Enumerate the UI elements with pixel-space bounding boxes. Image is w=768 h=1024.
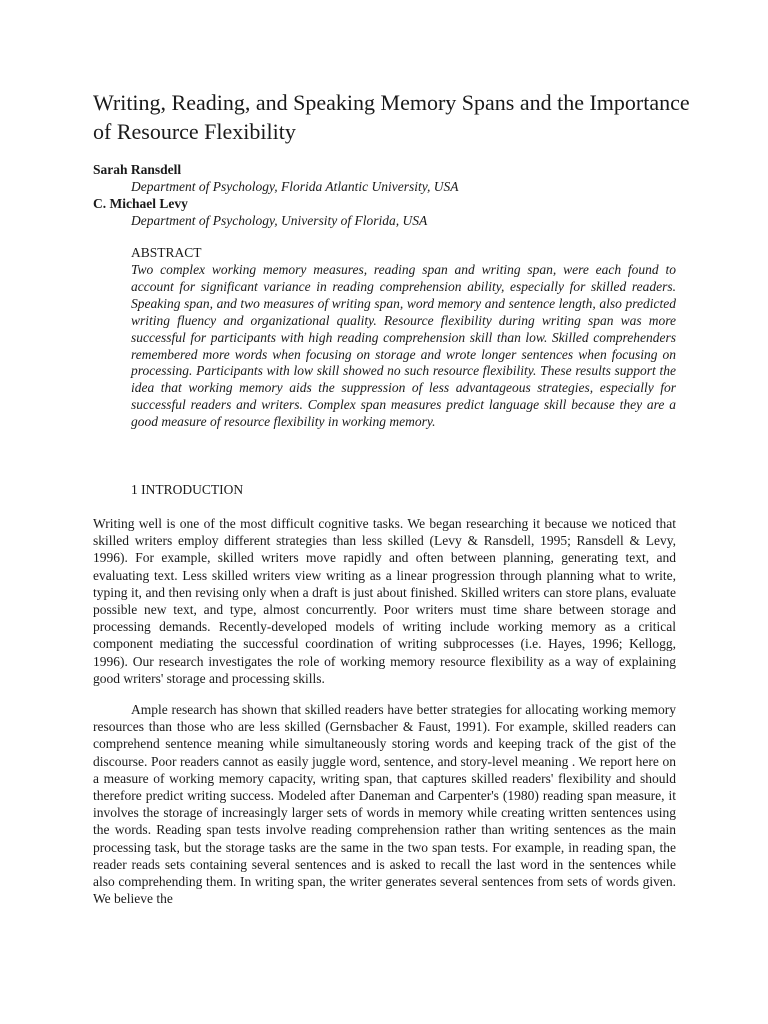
author-name: C. Michael Levy [93, 196, 188, 211]
author-affiliation: Department of Psychology, University of Florida, USA [131, 213, 428, 228]
author-affiliation: Department of Psychology, Florida Atlantic University, USA [131, 179, 459, 194]
section-heading: 1 INTRODUCTION [131, 482, 244, 497]
body-paragraph: Writing well is one of the most difficult cognitive tasks. We began researching it because we noticed that skilled writers employ different strategies than less skilled (Levy & Ransdell, 1995; Ransdell & Levy, 1996). For example, skilled writers move rapidly and often between planning, generating text, and evaluating text. Less skilled writers view writing as a linear progression through planning what to write, typing it, and then revising only when a draft is just about finished. Skilled writers can store plans, evaluate possible new text, and type, almost concurrently. Poor writers must time share between storage and processing demands. Recently-developed models of writing include working memory as a critical component mediating the successful coordination of writing subprocesses (i.e. Hayes, 1996; Kellogg, 1996). Our research investigates the role of working memory resource flexibility as a way of explaining good writers' storage and processing skills. [93, 516, 676, 686]
paper-title: Writing, Reading, and Speaking Memory Spans and the Importance of Resource Flexibility [93, 90, 690, 144]
body-paragraph: Ample research has shown that skilled readers have better strategies for allocating working memory resources than those who are less skilled (Gernsbacher & Faust, 1991). For example, skilled readers can comprehend sentence meaning while simultaneously storing words and keeping track of the gist of the discourse. Poor readers cannot as easily juggle word, sentence, and story-level meaning . We report here on a measure of working memory capacity, writing span, that captures skilled readers' flexibility and should therefore predict writing success. Modeled after Daneman and Carpenter's (1980) reading span measure, it involves the storage of increasingly larger sets of words in memory while creating written sentences using the words. Reading span tests involve reading comprehension rather than writing sentences as the main processing task, but the storage tasks are the same in the two span tests. For example, in reading span, the reader reads sets containing several sentences and is asked to recall the last word in the sentences while also comprehending them. In writing span, the writer generates several sentences from sets of words given. We believe the [93, 702, 676, 907]
author-name: Sarah Ransdell [93, 162, 182, 177]
abstract-text: Two complex working memory measures, reading span and writing span, were each found to account for significant variance in reading comprehension ability, especially for skilled readers. Speaking span, and two measures of writing span, word memory and sentence length, also predicted writing fluency and organizational quality. Resource flexibility during writing span was more successful for participants with high reading comprehension skill than low. Skilled comprehenders remembered more words when focusing on storage and wrote longer sentences when focusing on processing. Participants with low skill showed no such resource flexibility. These results support the idea that working memory aids the suppression of less advantageous strategies, especially for successful readers and writers. Complex span measures predict language skill because they are a good measure of resource flexibility in working memory. [131, 262, 676, 430]
abstract-heading: ABSTRACT [131, 245, 202, 260]
